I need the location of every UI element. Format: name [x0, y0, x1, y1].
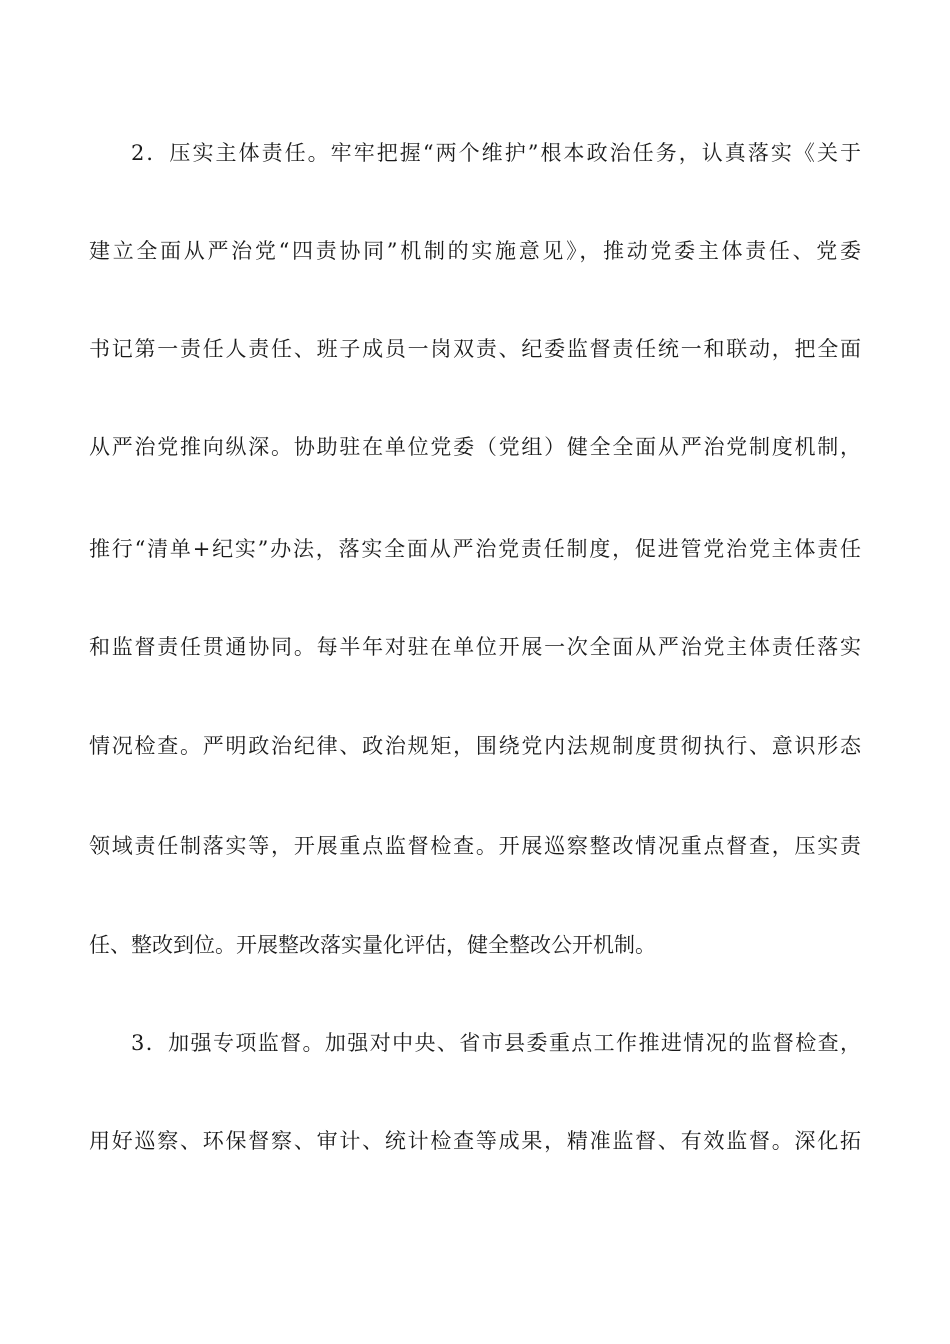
paragraph-1-line-7: 情况检查。严明政治纪律、政治规矩，围绕党内法规制度贯彻执行、意识形态: [89, 734, 861, 758]
paragraph-2-line-1: 3．加强专项监督。加强对中央、省市县委重点工作推进情况的监督检查，: [131, 1031, 861, 1055]
paragraph-2-line-2: 用好巡察、环保督察、审计、统计检查等成果，精准监督、有效监督。深化拓: [89, 1129, 861, 1153]
paragraph-1-line-5: 推行“清单+纪实”办法，落实全面从严治党责任制度，促进管党治党主体责任: [89, 537, 861, 561]
paragraph-1-line-9: 任、整改到位。开展整改落实量化评估，健全整改公开机制。: [89, 933, 656, 957]
paragraph-1-line-1: 2．压实主体责任。牢牢把握“两个维护”根本政治任务，认真落实《关于: [131, 141, 861, 165]
paragraph-1-line-4: 从严治党推向纵深。协助驻在单位党委（党组）健全全面从严治党制度机制，: [89, 435, 861, 459]
paragraph-1-line-2: 建立全面从严治党“四责协同”机制的实施意见》，推动党委主体责任、党委: [89, 239, 861, 263]
paragraph-1-line-8: 领域责任制落实等，开展重点监督检查。开展巡察整改情况重点督查，压实责: [89, 834, 861, 858]
paragraph-1-line-3: 书记第一责任人责任、班子成员一岗双责、纪委监督责任统一和联动，把全面: [89, 337, 861, 361]
paragraph-1-line-6: 和监督责任贯通协同。每半年对驻在单位开展一次全面从严治党主体责任落实: [89, 635, 861, 659]
